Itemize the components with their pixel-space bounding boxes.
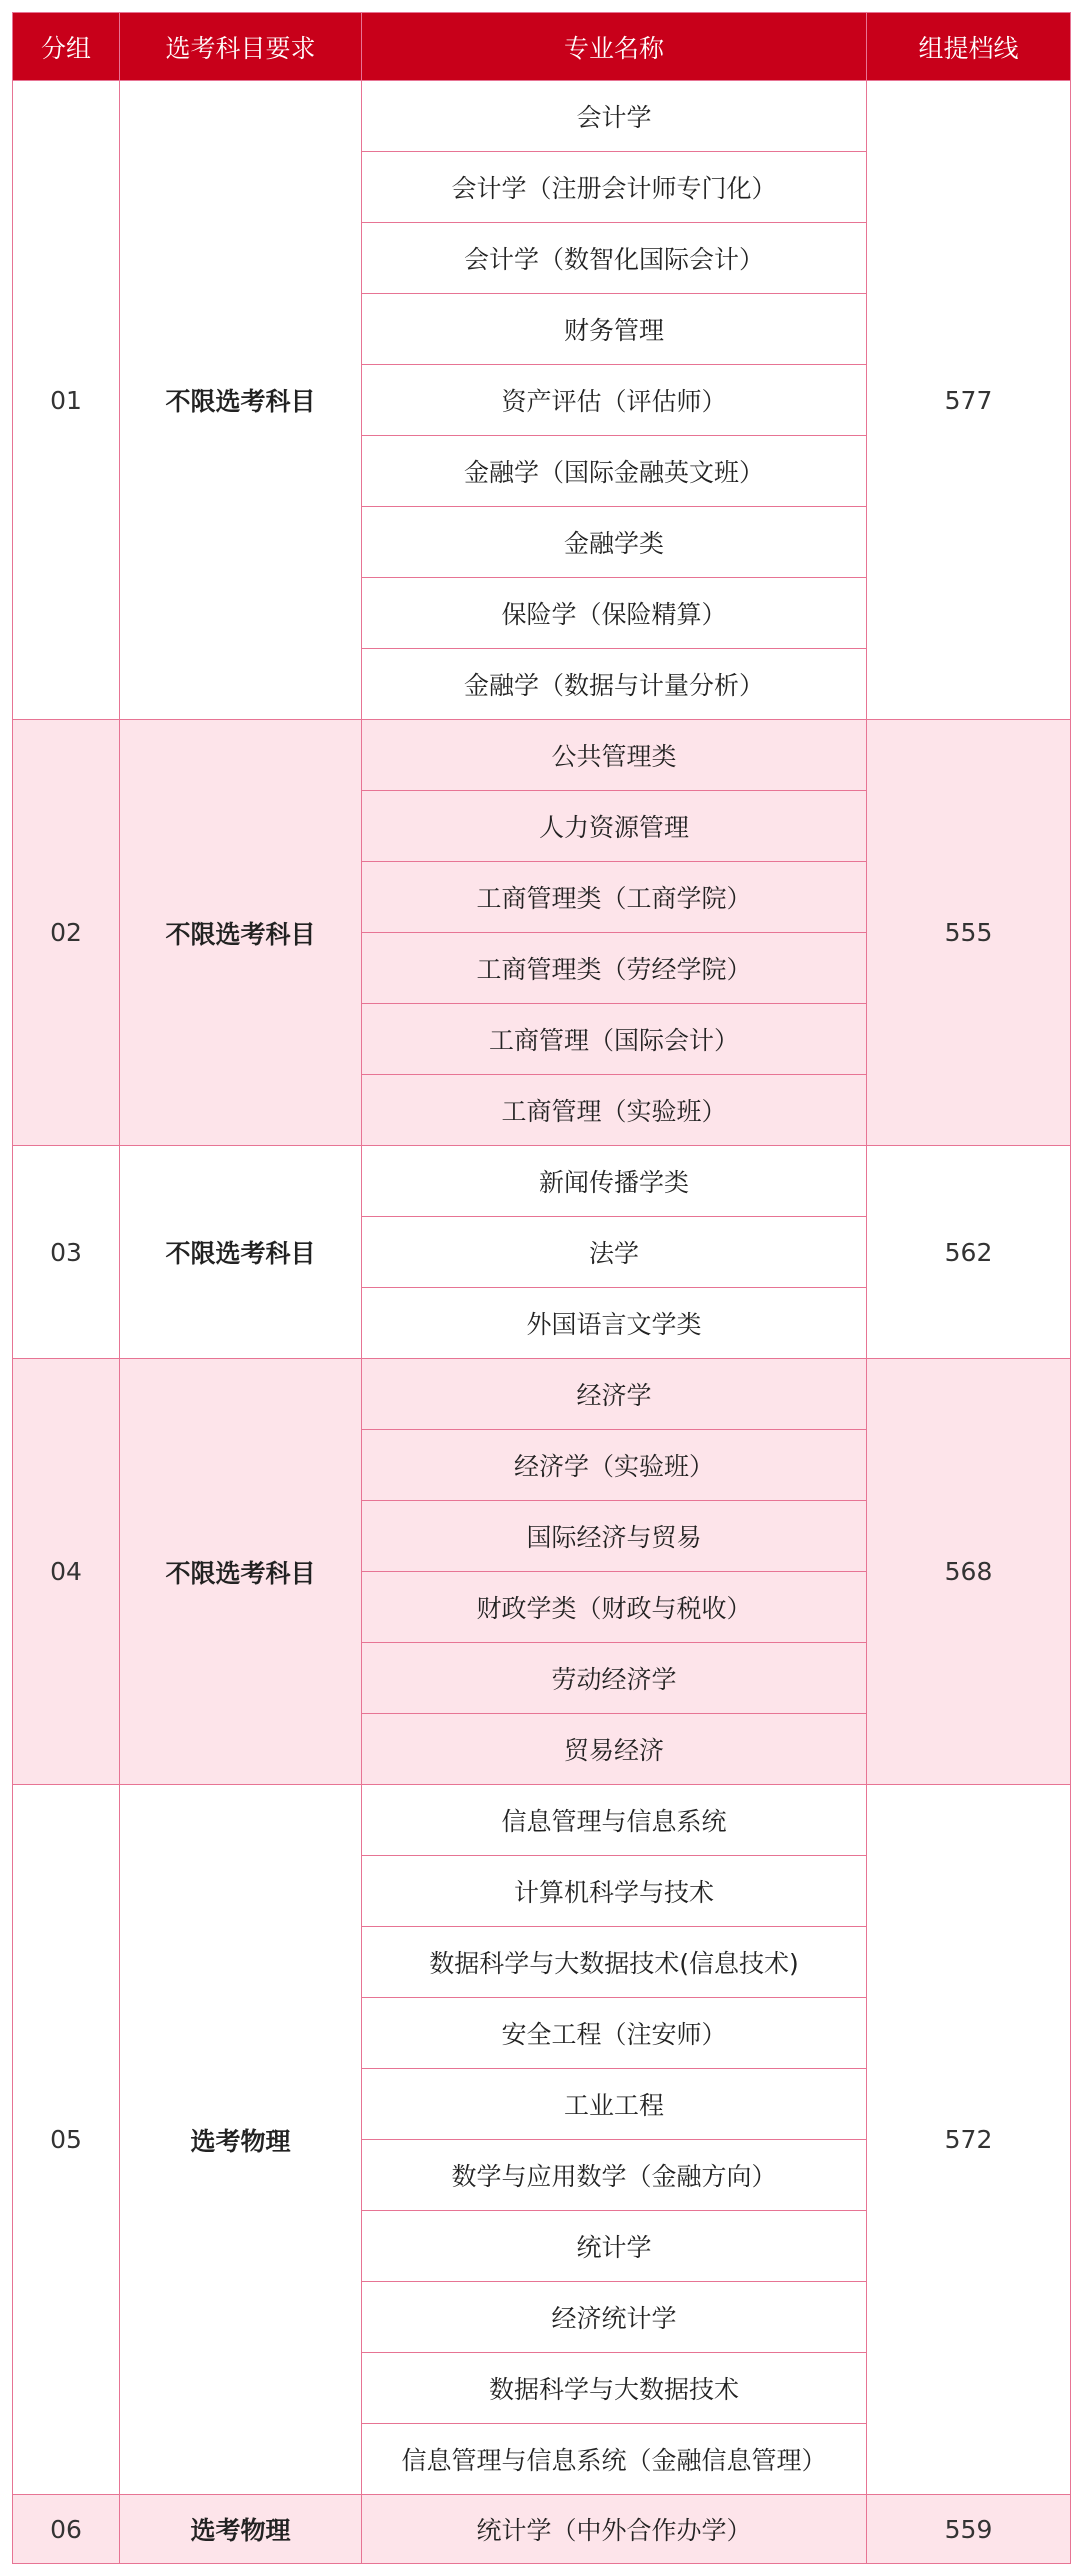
major-name: 贸易经济 bbox=[362, 1714, 867, 1785]
major-name: 统计学 bbox=[362, 2211, 867, 2282]
major-name: 工业工程 bbox=[362, 2069, 867, 2140]
major-name: 经济学（实验班） bbox=[362, 1430, 867, 1501]
admission-score-table bbox=[12, 12, 1071, 2564]
group-code: 03 bbox=[13, 1146, 120, 1359]
major-name: 安全工程（注安师） bbox=[362, 1998, 867, 2069]
table-row bbox=[13, 81, 1071, 152]
group-code: 06 bbox=[13, 2495, 120, 2564]
major-name: 信息管理与信息系统 bbox=[362, 1785, 867, 1856]
major-name: 外国语言文学类 bbox=[362, 1288, 867, 1359]
header-group: 分组 bbox=[13, 13, 120, 81]
major-name: 经济统计学 bbox=[362, 2282, 867, 2353]
major-name: 会计学（数智化国际会计） bbox=[362, 223, 867, 294]
table-row bbox=[13, 720, 1071, 791]
header-cutoff-score: 组提档线 bbox=[867, 13, 1071, 81]
major-name: 国际经济与贸易 bbox=[362, 1501, 867, 1572]
major-name: 统计学（中外合作办学） bbox=[362, 2495, 867, 2564]
table-row bbox=[13, 1146, 1071, 1217]
subject-requirement: 选考物理 bbox=[120, 1785, 362, 2495]
table-header-row bbox=[13, 13, 1071, 81]
cutoff-score: 572 bbox=[867, 1785, 1071, 2495]
group-code: 02 bbox=[13, 720, 120, 1146]
header-subject-requirement: 选考科目要求 bbox=[120, 13, 362, 81]
major-name: 计算机科学与技术 bbox=[362, 1856, 867, 1927]
table-row bbox=[13, 1359, 1071, 1430]
major-name: 财务管理 bbox=[362, 294, 867, 365]
group-code: 05 bbox=[13, 1785, 120, 2495]
major-name: 工商管理（实验班） bbox=[362, 1075, 867, 1146]
major-name: 数学与应用数学（金融方向） bbox=[362, 2140, 867, 2211]
major-name: 会计学（注册会计师专门化） bbox=[362, 152, 867, 223]
major-name: 信息管理与信息系统（金融信息管理） bbox=[362, 2424, 867, 2495]
major-name: 金融学（数据与计量分析） bbox=[362, 649, 867, 720]
subject-requirement: 选考物理 bbox=[120, 2495, 362, 2564]
group-code: 04 bbox=[13, 1359, 120, 1785]
major-name: 工商管理（国际会计） bbox=[362, 1004, 867, 1075]
major-name: 资产评估（评估师） bbox=[362, 365, 867, 436]
table-row bbox=[13, 2495, 1071, 2564]
major-name: 公共管理类 bbox=[362, 720, 867, 791]
subject-requirement: 不限选考科目 bbox=[120, 1359, 362, 1785]
major-name: 会计学 bbox=[362, 81, 867, 152]
group-code: 01 bbox=[13, 81, 120, 720]
subject-requirement: 不限选考科目 bbox=[120, 1146, 362, 1359]
header-major-name: 专业名称 bbox=[362, 13, 867, 81]
major-name: 金融学类 bbox=[362, 507, 867, 578]
major-name: 经济学 bbox=[362, 1359, 867, 1430]
major-name: 法学 bbox=[362, 1217, 867, 1288]
major-name: 保险学（保险精算） bbox=[362, 578, 867, 649]
major-name: 新闻传播学类 bbox=[362, 1146, 867, 1217]
table-body bbox=[13, 81, 1071, 2564]
major-name: 数据科学与大数据技术(信息技术) bbox=[362, 1927, 867, 1998]
cutoff-score: 568 bbox=[867, 1359, 1071, 1785]
cutoff-score: 559 bbox=[867, 2495, 1071, 2564]
major-name: 工商管理类（工商学院） bbox=[362, 862, 867, 933]
major-name: 财政学类（财政与税收） bbox=[362, 1572, 867, 1643]
major-name: 人力资源管理 bbox=[362, 791, 867, 862]
cutoff-score: 577 bbox=[867, 81, 1071, 720]
subject-requirement: 不限选考科目 bbox=[120, 720, 362, 1146]
table-row bbox=[13, 1785, 1071, 1856]
cutoff-score: 555 bbox=[867, 720, 1071, 1146]
major-name: 劳动经济学 bbox=[362, 1643, 867, 1714]
subject-requirement: 不限选考科目 bbox=[120, 81, 362, 720]
major-name: 工商管理类（劳经学院） bbox=[362, 933, 867, 1004]
cutoff-score: 562 bbox=[867, 1146, 1071, 1359]
major-name: 数据科学与大数据技术 bbox=[362, 2353, 867, 2424]
major-name: 金融学（国际金融英文班） bbox=[362, 436, 867, 507]
